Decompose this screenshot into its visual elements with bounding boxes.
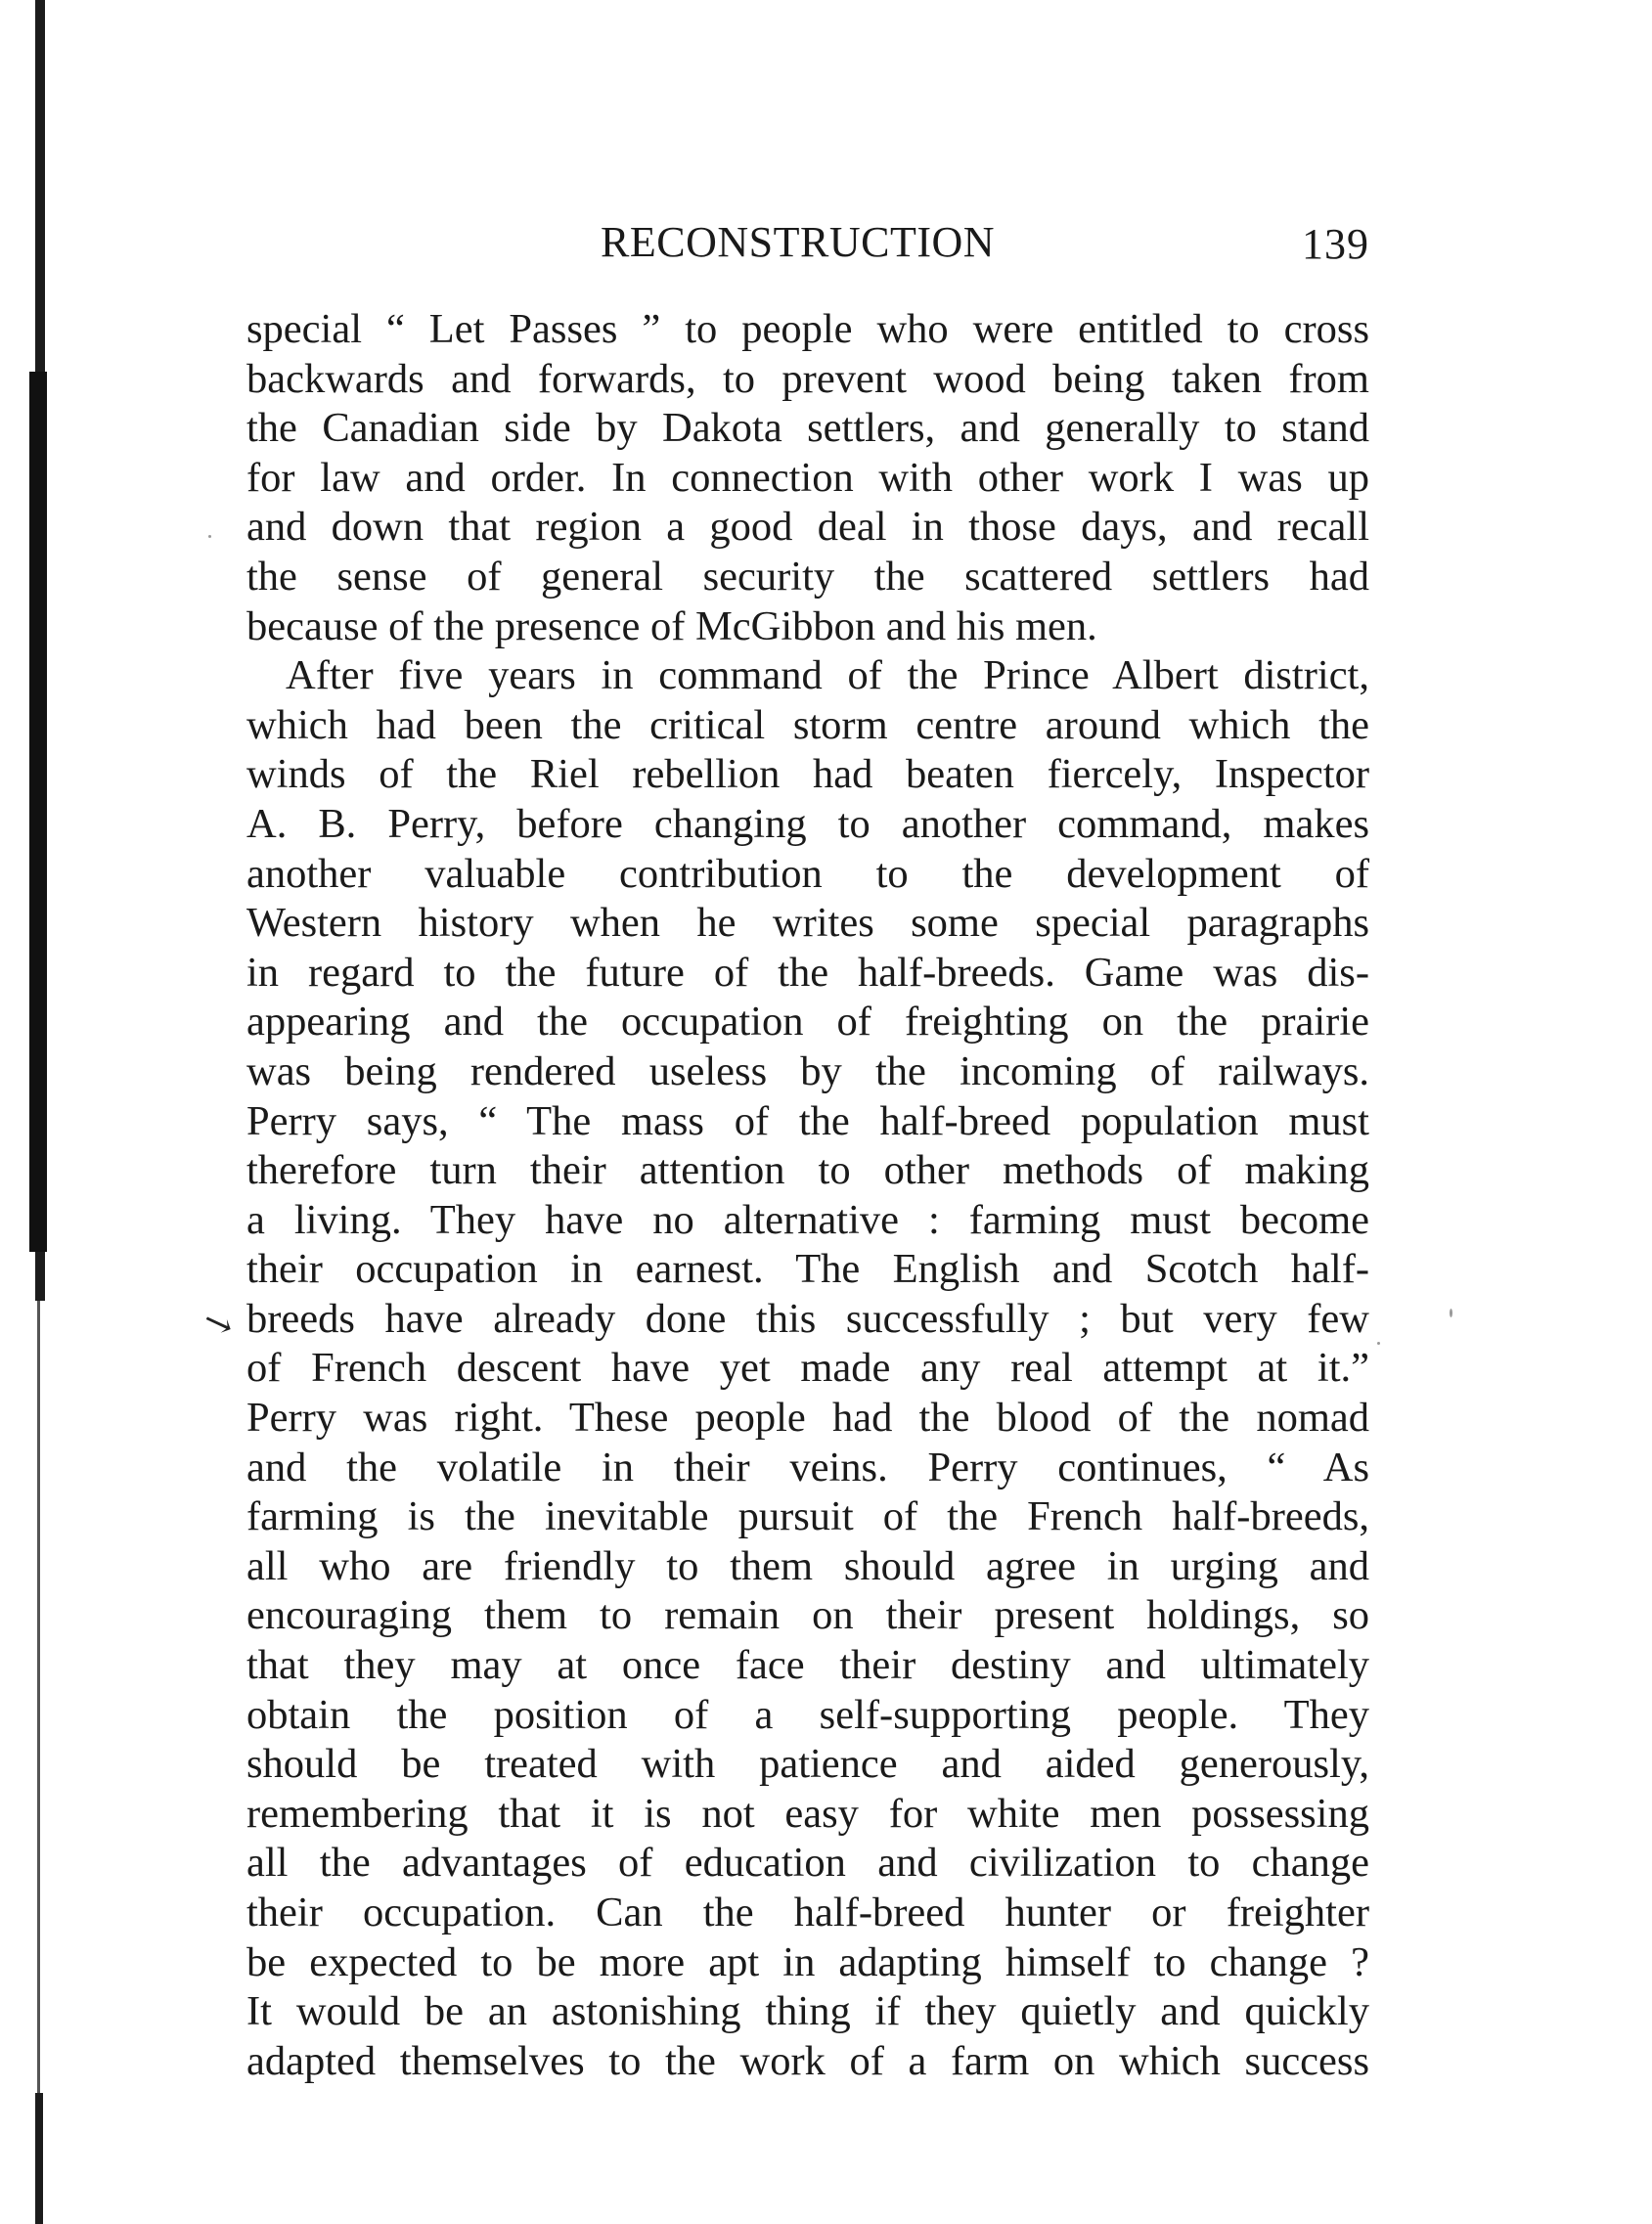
text-line: encouraging them to remain on their present holdings, so [246,1592,1369,1639]
margin-pencil-mark: ↘ [198,1300,240,1347]
binding-edge [0,0,59,2224]
text-line: and the volatile in their veins. Perry continues, “ As [246,1444,1369,1490]
page-number: 139 [1302,220,1369,268]
binding-shadow-thick [29,372,47,1252]
text-line: farming is the inevitable pursuit of the French half-breeds, [246,1493,1369,1540]
text-line: Perry was right. These people had the blood of the nomad [246,1395,1369,1442]
text-line: appearing and the occupation of freighting on the prairie [246,999,1369,1045]
text-line: their occupation in earnest. The English and Scotch half- [246,1246,1369,1293]
text-line: breeds have already done this successfully ; but very few [246,1295,1369,1342]
text-line: be expected to be more apt in adapting himself to change ? [246,1938,1369,1985]
text-line: their occupation. Can the half-breed hunter or freighter [246,1890,1369,1935]
text-line: Perry says, “ The mass of the half-breed population must [246,1097,1369,1144]
text-line: winds of the Riel rebellion had beaten fiercely, Inspector [246,751,1369,798]
scan-speck [208,535,211,538]
text-line: After five years in command of the Prince Albert district, [286,652,1369,699]
text-line: adapted themselves to the work of a farm on which success [246,2037,1369,2084]
text-line: of French descent have yet made any real attempt at it.” [246,1345,1369,1392]
text-line: another valuable contribution to the development of [246,850,1369,897]
text-line: backwards and forwards, to prevent wood being taken from [246,355,1369,402]
text-line: special “ Let Passes ” to people who were entitled to cross [246,306,1369,352]
running-head [246,217,1369,276]
text-line: in regard to the future of the half-breeds. Game was dis- [246,949,1369,996]
binding-line [37,1301,40,2224]
text-line: and down that region a good deal in those days, and recall [246,504,1369,551]
text-line: the sense of general security the scattered settlers had [246,553,1369,600]
text-line: Western history when he writes some special paragraphs [246,900,1369,947]
text-line: remembering that it is not easy for white men possessing [246,1790,1369,1837]
text-line: that they may at once face their destiny and ultimately [246,1642,1369,1689]
scan-speck [1377,1342,1380,1345]
scan-speck [1450,1309,1452,1317]
text-line: all who are friendly to them should agree in urging and [246,1542,1369,1589]
text-line: all the advantages of education and civilization to change [246,1840,1369,1887]
text-line: which had been the critical storm centre around which the [246,701,1369,748]
text-line: obtain the position of a self-supporting people. They [246,1691,1369,1738]
text-line: therefore turn their attention to other methods of making [246,1147,1369,1194]
text-line: the Canadian side by Dakota settlers, and generally to stand [246,405,1369,452]
text-line: was being rendered useless by the incoming of railways. [246,1047,1369,1094]
text-line: a living. They have no alternative : farming must become [246,1196,1369,1243]
text-line: A. B. Perry, before changing to another command, makes [246,800,1369,847]
text-line: It would be an astonishing thing if they quietly and quickly [246,1988,1369,2035]
paragraph-1 [246,305,1369,651]
paragraph-2 [246,651,1369,2086]
running-title: RECONSTRUCTION [601,218,996,266]
binding-shadow-bottom [35,2093,43,2224]
text-line: because of the presence of McGibbon and his men. [246,602,1097,649]
text-line: should be treated with patience and aided generously, [246,1741,1369,1788]
text-line: for law and order. In connection with other work I was up [246,454,1369,501]
body-text [246,305,1369,2086]
